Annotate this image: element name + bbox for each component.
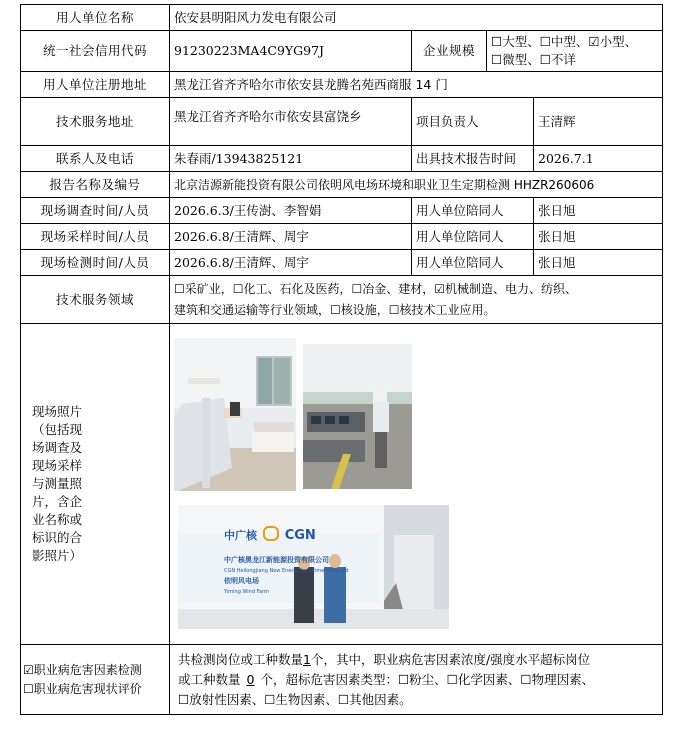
project-lead-label: 项目负责人 xyxy=(412,98,534,146)
result-line3: ☐放射性因素、☐生物因素、☐其他因素。 xyxy=(178,691,412,707)
result-line2-pre: 或工种数量 xyxy=(178,671,241,687)
result-option-detection: ☑职业病危害因素检测 xyxy=(23,662,142,677)
service-field-label: 技术服务领域 xyxy=(21,276,170,324)
result-line1-mid: 个，其中，职业病危害因素浓度/强度水平超标岗位 xyxy=(310,651,591,667)
registered-address-label: 用人单位注册地址 xyxy=(21,72,170,98)
survey-label: 现场调查时间/人员 xyxy=(21,198,170,224)
unit-name-label: 用人单位名称 xyxy=(21,5,170,31)
sign-site-en: Yiming Wind Farm xyxy=(224,589,269,595)
sign-line1: 中广核黑龙江新能源投资有限公司 xyxy=(224,556,329,564)
result-count-total: 1 xyxy=(303,651,311,667)
unit-name-value: 依安县明阳风力发电有限公司 xyxy=(170,5,663,31)
testing-label: 现场检测时间/人员 xyxy=(21,250,170,276)
sign-site-cn: 依明风电场 xyxy=(224,577,259,585)
site-photo-survey xyxy=(174,338,296,491)
result-option-evaluation: ☐职业病危害现状评价 xyxy=(23,681,142,696)
survey-escort-label: 用人单位陪同人 xyxy=(412,198,534,224)
service-field-line1: ☐采矿业，☐化工、石化及医药，☐冶金、建材，☑机械制造、电力、纺织、 xyxy=(174,281,578,296)
sampling-escort-label: 用人单位陪同人 xyxy=(412,224,534,250)
sign-line2: CGN Heilongjiang New Energy Investment Co.,Ltd xyxy=(224,568,349,574)
sampling-value: 2026.6.8/王清辉、周宇 xyxy=(170,224,412,250)
sign-brand-en: CGN xyxy=(284,528,316,543)
photos-label xyxy=(21,324,170,645)
result-count-exceed: 0 xyxy=(246,671,255,687)
testing-value: 2026.6.8/王清辉、周宇 xyxy=(170,250,412,276)
enterprise-scale-value xyxy=(487,31,663,72)
report-name-value: 北京洁源新能投资有限公司依明风电场环境和职业卫生定期检测 HHZR260606 xyxy=(170,172,663,198)
credit-code-label: 统一社会信用代码 xyxy=(21,31,170,72)
contact-value: 朱春雨/13943825121 xyxy=(170,146,412,172)
site-photo-group xyxy=(178,505,449,629)
sign-brand-cn: 中广核 xyxy=(224,529,257,542)
sampling-escort-value: 张日旭 xyxy=(534,224,663,250)
site-photo-control-room xyxy=(303,344,412,489)
info-table xyxy=(20,4,663,715)
service-address-label: 技术服务地址 xyxy=(21,98,170,146)
sampling-label: 现场采样时间/人员 xyxy=(21,224,170,250)
enterprise-scale-line2: ☐微型、☐不详 xyxy=(491,52,576,67)
result-line1-pre: 共检测岗位或工种数量 xyxy=(178,651,304,667)
credit-code-value: 91230223MA4C9YG97J xyxy=(170,31,412,72)
service-field-value xyxy=(170,276,663,324)
testing-escort-label: 用人单位陪同人 xyxy=(412,250,534,276)
result-line2-post: 个，超标危害因素类型：☐粉尘、☐化学因素、☐物理因素、 xyxy=(260,671,595,687)
enterprise-scale-label: 企业规模 xyxy=(412,31,487,72)
project-lead-value: 王清辉 xyxy=(534,98,663,146)
report-name-label: 报告名称及编号 xyxy=(21,172,170,198)
survey-value: 2026.6.3/王传澍、李智娟 xyxy=(170,198,412,224)
testing-escort-value: 张日旭 xyxy=(534,250,663,276)
photos-area xyxy=(170,324,663,645)
result-summary xyxy=(170,645,663,715)
report-time-label: 出具技术报告时间 xyxy=(412,146,534,172)
report-form xyxy=(20,4,662,715)
survey-escort-value: 张日旭 xyxy=(534,198,663,224)
service-address-value: 黑龙江省齐齐哈尔市依安县富饶乡 xyxy=(170,98,412,146)
registered-address-value: 黑龙江省齐齐哈尔市依安县龙腾名苑西商服 14 门 xyxy=(170,72,663,98)
enterprise-scale-line1: ☐大型、☐中型、☑小型、 xyxy=(491,34,638,49)
photos-label-text: 现场照片（包括现场调查及现场采样与测量照片，含企业名称或标识的合影照片） xyxy=(31,404,82,563)
service-field-line2: 建筑和交通运输等行业领域，☐核设施，☐核技术工业应用。 xyxy=(174,302,496,317)
contact-label: 联系人及电话 xyxy=(21,146,170,172)
cgn-logo-icon xyxy=(263,526,279,541)
result-options xyxy=(21,645,170,715)
report-time-value: 2026.7.1 xyxy=(534,146,663,172)
